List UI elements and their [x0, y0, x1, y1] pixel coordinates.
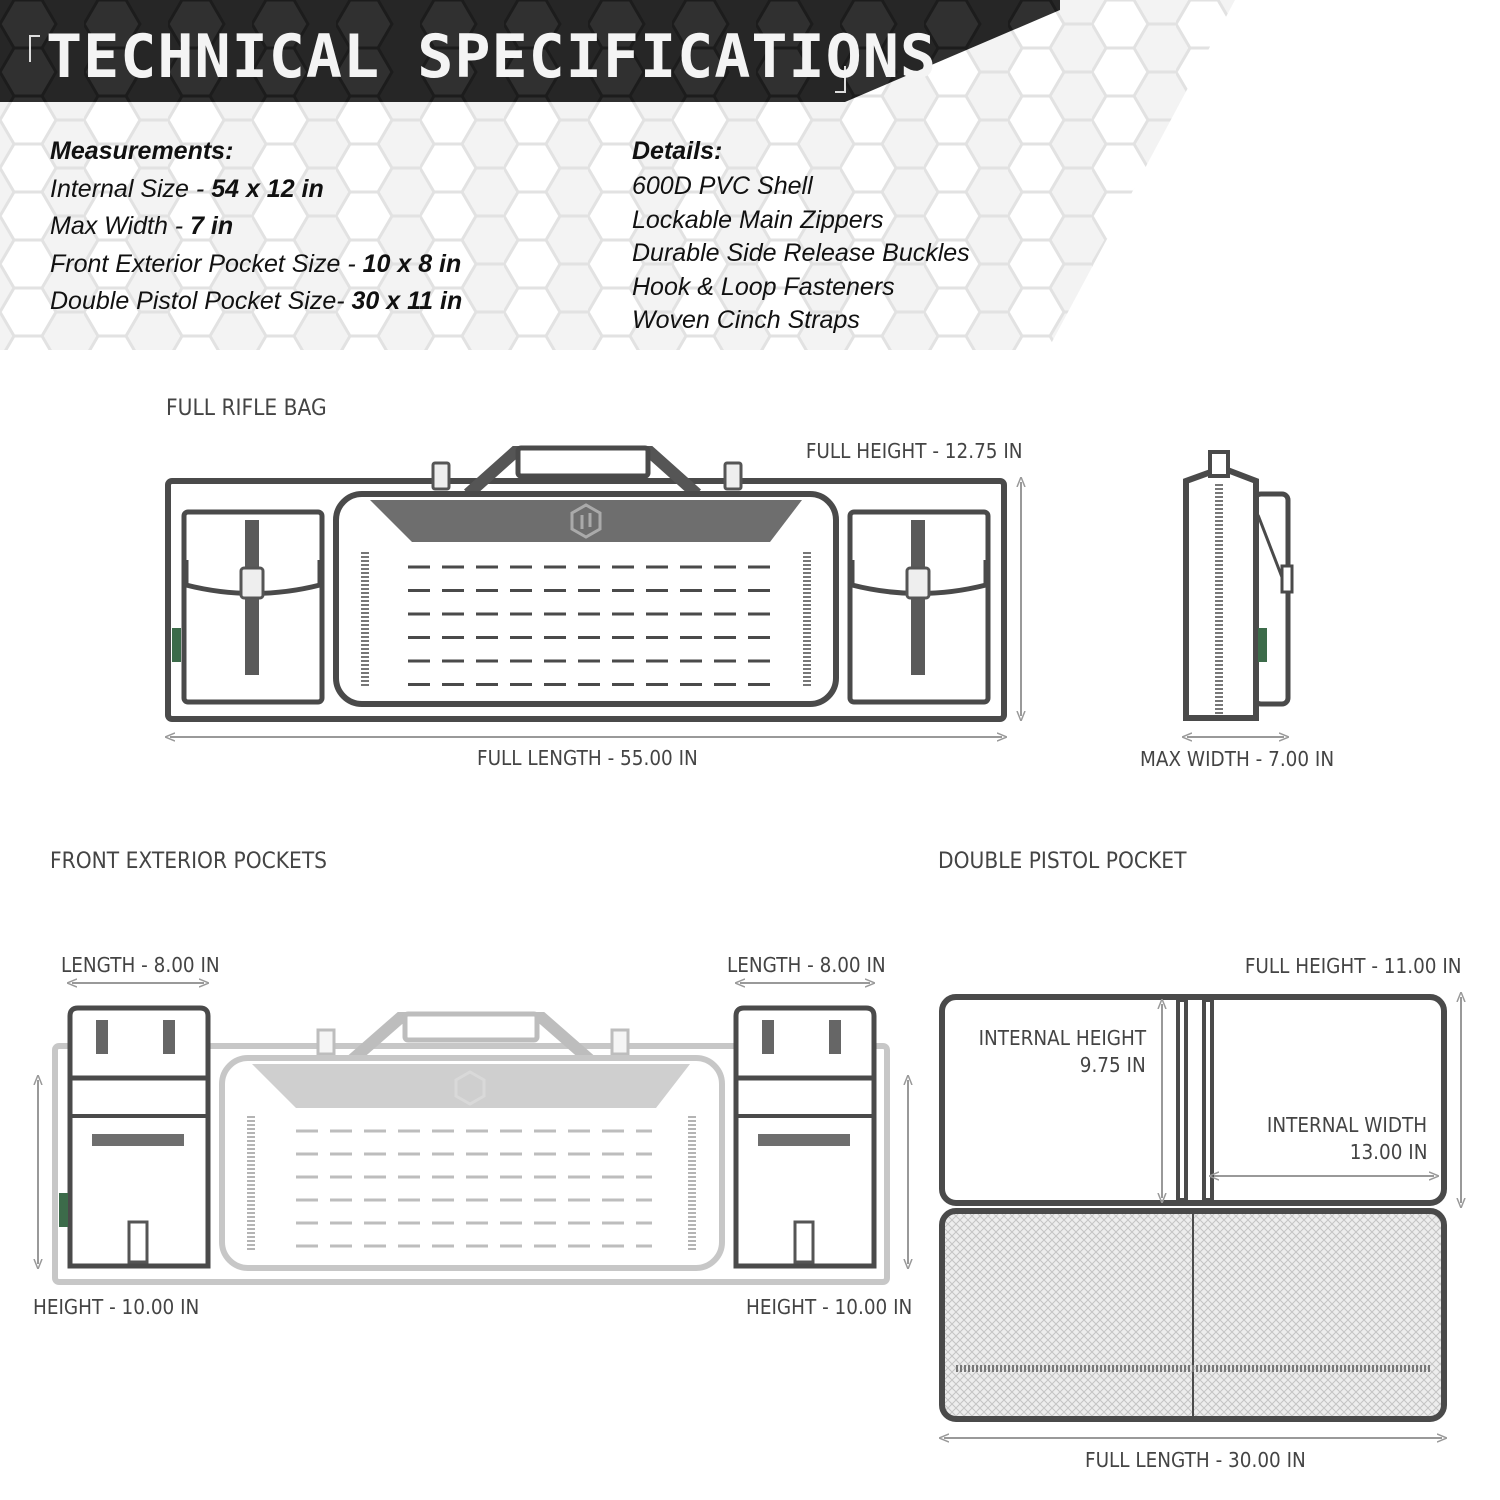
pistol-pocket-diagram: [942, 997, 1461, 1438]
internal-width-value: 13.00 IN: [1349, 1140, 1427, 1164]
pistol-full-length-label: FULL LENGTH - 30.00 IN: [1085, 1448, 1306, 1472]
right-pocket-length-label: LENGTH - 8.00 IN: [727, 953, 886, 977]
measurements-heading: Measurements:: [50, 137, 234, 165]
brand-tag: [1258, 628, 1267, 662]
full-rifle-bag-title: FULL RIFLE BAG: [166, 396, 327, 421]
brand-tag: [172, 628, 181, 662]
right-pocket-height-label: HEIGHT - 10.00 IN: [746, 1295, 913, 1319]
full-length-label: FULL LENGTH - 55.00 IN: [477, 746, 698, 770]
page-title: TECHNICAL SPECIFICATIONS: [46, 22, 937, 92]
details-heading: Details:: [632, 137, 723, 165]
pistol-pocket-label: Double Pistol Pocket Size-: [50, 287, 352, 315]
buckle-icon: [241, 568, 263, 598]
front-pockets-diagram: [38, 983, 908, 1282]
details-item: Durable Side Release Buckles: [632, 239, 970, 267]
pistol-pocket-value: 30 x 11 in: [351, 287, 463, 315]
full-height-label: FULL HEIGHT - 12.75 IN: [806, 439, 1023, 463]
side-view-diagram: [1186, 452, 1292, 737]
buckle-icon: [433, 463, 449, 489]
internal-height-label: INTERNAL HEIGHT: [978, 1026, 1146, 1050]
internal-size-value: 54 x 12 in: [211, 174, 324, 203]
details-item: Hook & Loop Fasteners: [632, 272, 895, 301]
buckle-icon: [129, 1222, 147, 1262]
internal-size-label: Internal Size -: [50, 174, 212, 203]
details-item: Woven Cinch Straps: [632, 306, 860, 334]
left-pocket-height-label: HEIGHT - 10.00 IN: [33, 1295, 200, 1319]
brand-tag: [59, 1193, 68, 1227]
full-rifle-bag-diagram: [168, 448, 1021, 737]
front-pockets-title: FRONT EXTERIOR POCKETS: [50, 849, 328, 874]
pistol-pocket-title: DOUBLE PISTOL POCKET: [938, 849, 1187, 874]
buckle-icon: [795, 1222, 813, 1262]
internal-height-value: 9.75 IN: [1079, 1053, 1146, 1077]
internal-width-label: INTERNAL WIDTH: [1266, 1113, 1427, 1137]
max-width-value: 7 in: [190, 212, 234, 240]
front-pocket-label: Front Exterior Pocket Size -: [50, 249, 363, 278]
buckle-icon: [907, 568, 929, 598]
left-pocket-length-label: LENGTH - 8.00 IN: [61, 953, 220, 977]
max-width-label: Max Width -: [50, 212, 191, 240]
front-pocket-value: 10 x 8 in: [362, 249, 462, 278]
details-item: Lockable Main Zippers: [632, 205, 884, 234]
buckle-icon: [725, 463, 741, 489]
details-item: 600D PVC Shell: [632, 172, 813, 200]
pistol-full-height-label: FULL HEIGHT - 11.00 IN: [1245, 954, 1462, 978]
max-width-label: MAX WIDTH - 7.00 IN: [1140, 747, 1335, 771]
